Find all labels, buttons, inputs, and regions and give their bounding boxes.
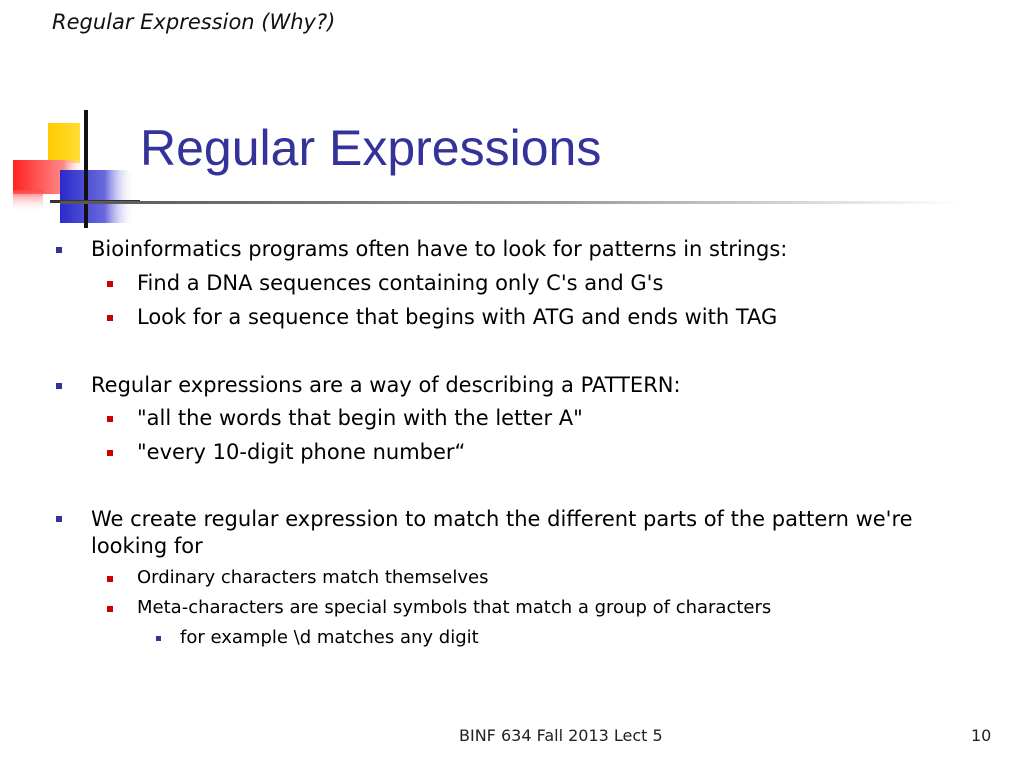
sub-bullet-marker	[107, 416, 113, 422]
sub-sub-bullet-item	[180, 627, 479, 648]
sub-bullet-text: Look for a sequence that begins with ATG and ends with TAG	[137, 305, 778, 329]
sub-bullet-text: Ordinary characters match themselves	[137, 567, 489, 588]
sub-bullet-marker	[107, 450, 113, 456]
sub-bullet-text: "all the words that begin with the letter A"	[137, 406, 583, 430]
bullet-text: We create regular expression to match the different parts of the pattern we're looking for	[91, 507, 913, 558]
sub-bullet-item	[137, 567, 488, 588]
bullet-item	[91, 237, 787, 261]
footer-text: BINF 634 Fall 2013 Lect 5	[459, 726, 663, 745]
sub-bullet-marker	[107, 315, 113, 321]
sub-bullet-item	[137, 406, 583, 430]
sub-bullet-item	[137, 305, 777, 329]
bullet-item	[91, 506, 991, 560]
sub-bullet-text: Find a DNA sequences containing only C's and G's	[137, 271, 664, 295]
bullet-item	[91, 373, 681, 397]
sub-sub-bullet-text: for example \d matches any digit	[180, 627, 479, 648]
sub-bullet-marker	[107, 576, 113, 582]
sub-bullet-text: "every 10-digit phone number“	[137, 440, 466, 464]
logo-blue-square	[60, 170, 135, 223]
bullet-text: Bioinformatics programs often have to look for patterns in strings:	[91, 237, 788, 261]
logo-vertical-line	[84, 110, 88, 228]
sub-bullet-item	[137, 271, 663, 295]
bullet-text: Regular expressions are a way of describing a PATTERN:	[91, 373, 681, 397]
title-underline	[60, 201, 960, 204]
logo-yellow-square	[48, 123, 80, 163]
bullet-marker	[56, 247, 62, 253]
slide-title: Regular Expressions	[140, 120, 602, 176]
sub-sub-bullet-marker	[156, 636, 161, 641]
page-number: 10	[971, 726, 992, 745]
sub-bullet-item	[137, 440, 465, 464]
sub-bullet-marker	[107, 281, 113, 287]
bullet-marker	[56, 516, 62, 522]
logo-red-fade	[13, 190, 43, 212]
header-note: Regular Expression (Why?)	[52, 10, 336, 34]
sub-bullet-item	[137, 597, 771, 618]
sub-bullet-text: Meta-characters are special symbols that match a group of characters	[137, 597, 772, 618]
bullet-marker	[56, 383, 62, 389]
sub-bullet-marker	[107, 606, 113, 612]
